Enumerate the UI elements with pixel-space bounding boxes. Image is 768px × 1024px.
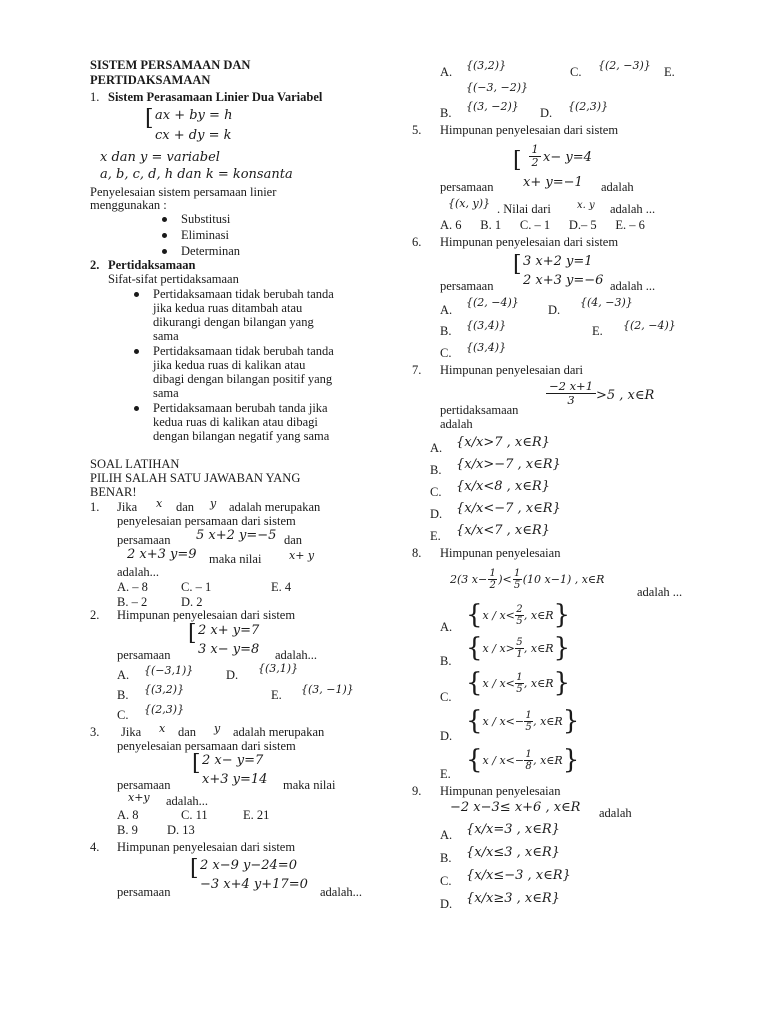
q4-option-d-value: {(2,3)} (568, 100, 609, 113)
q4-option-d-label: D. (540, 106, 553, 120)
q7-option-a-value: {x/x>7 , x∈R} (456, 435, 550, 450)
q7-adalah: adalah (440, 417, 473, 431)
q4-option-e-label: E. (664, 65, 675, 79)
property-3-line-3: dengan bilangan negatif yang sama (153, 429, 330, 443)
q5-adalah-2: adalah ... (610, 202, 656, 216)
property-1-line-4: sama (153, 329, 179, 343)
q1-option-e: E. 4 (271, 580, 292, 594)
solve-intro-1: Penyelesaian sistem persamaan linier (90, 185, 277, 199)
q6-option-a-label: A. (440, 303, 453, 317)
q8-adalah: adalah ... (637, 585, 683, 599)
q7-option-e-label: E. (430, 529, 441, 543)
q8-option-a-value: { x / x< 2 5 , x∈R } (466, 600, 571, 630)
exercise-heading: SOAL LATIHAN (90, 457, 180, 471)
q9-adalah: adalah (599, 806, 632, 820)
q8-option-e-value: { x / x<− 1 8 , x∈R } (466, 745, 580, 775)
q6-equation-1: 3 x+2 y=1 (523, 254, 593, 269)
q8-inequality (450, 565, 604, 593)
q2-equation-2: 3 x− y=8 (198, 642, 260, 657)
q8-option-d-value: { x / x<− 1 5 , x∈R } (466, 706, 580, 736)
q4-stem: Himpunan penyelesaian dari sistem (117, 840, 296, 854)
q8-half-denominator: 2 (489, 579, 496, 591)
q3-option-a: A. 8 (117, 808, 139, 822)
q1-y: y (210, 497, 217, 510)
constant-line: a, b, c, d, h dan k = konsanta (100, 167, 293, 182)
q5-persamaan: persamaan (440, 180, 494, 194)
q5-x-dot-y: x. y (577, 200, 595, 211)
q7-option-c-value: {x/x<8 , x∈R} (456, 479, 550, 494)
q1-text-1: adalah merupakan (229, 500, 321, 514)
q7-option-b-label: B. (430, 463, 442, 477)
q9-option-d-value: {x/x≥3 , x∈R} (466, 891, 560, 906)
q6-option-c-value: {(3,4)} (466, 341, 507, 354)
bullet-icon (134, 292, 139, 297)
q2-option-a-label: A. (117, 668, 130, 682)
method-item: Determinan (181, 244, 241, 258)
q3-expression: x+y (128, 791, 150, 804)
q3-adalah: adalah... (166, 794, 208, 808)
q3-maka: maka nilai (283, 778, 336, 792)
q7-number: 7. (412, 363, 422, 377)
q6-option-d-label: D. (548, 303, 561, 317)
q8-option-e-label: E. (440, 767, 451, 781)
q3-text-2: penyelesaian persamaan dari sistem (117, 739, 296, 753)
property-1-line-3: dikurangi dengan bilangan yang (153, 315, 314, 329)
q5-fraction-numerator: 1 (531, 143, 539, 156)
method-item: Substitusi (181, 212, 231, 226)
q8-option-e-text: x / x<− (482, 753, 525, 767)
q4-number: 4. (90, 840, 100, 854)
q6-persamaan: persamaan (440, 279, 494, 293)
q3-dan: dan (178, 725, 197, 739)
q8-option-e-fraction: 1 8 (525, 748, 532, 772)
q7-option-c-label: C. (430, 485, 442, 499)
q1-expression: x+ y (289, 549, 315, 562)
method-item: Eliminasi (181, 228, 229, 242)
q7-inequality-rest: >5 , x∈R (596, 388, 655, 403)
q6-option-d-value: {(4, −3)} (580, 296, 633, 309)
general-eq-2: cx + dy = k (155, 128, 232, 143)
q8-option-d-label: D. (440, 729, 453, 743)
q5-brace: [ (513, 148, 522, 173)
q8-number: 8. (412, 546, 422, 560)
q8-expression-c: (10 x−1) , x∈R (522, 572, 605, 586)
q3-option-b: B. 9 (117, 823, 138, 837)
q9-inequality: −2 x−3≤ x+6 , x∈R (450, 800, 581, 815)
property-1-line-1: Pertidaksamaan tidak berubah tanda (153, 287, 334, 301)
q5-fraction-denominator: 2 (531, 156, 539, 169)
q2-number: 2. (90, 608, 100, 622)
section-2-subtitle: Sifat-sifat pertidaksamaan (108, 272, 239, 286)
q5-xy-pair: {(x, y)} (448, 197, 490, 210)
q7-option-d-label: D. (430, 507, 443, 521)
q4-adalah: adalah... (320, 885, 362, 899)
property-1-line-2: jika kedua ruas ditambah atau (153, 301, 303, 315)
q2-option-c-label: C. (117, 708, 129, 722)
q6-option-a-value: {(2, −4)} (466, 296, 519, 309)
q2-option-b-value: {(3,2)} (144, 683, 185, 696)
property-2-line-2: jika kedua ruas di kalikan atau (153, 358, 306, 372)
q2-option-c-value: {(2,3)} (144, 703, 185, 716)
q4-option-a-label: A. (440, 65, 453, 79)
section-1-number: 1. (90, 90, 100, 104)
q1-text-2: penyelesaian persamaan dari sistem (117, 514, 296, 528)
q1-number: 1. (90, 500, 100, 514)
q4-option-c-label: C. (570, 65, 582, 79)
q6-option-e-value: {(2, −4)} (623, 319, 676, 332)
q6-adalah: adalah ... (610, 279, 656, 293)
property-2-line-3: dibagi dengan bilangan positif yang (153, 372, 333, 386)
section-1-title: Sistem Perasamaan Linier Dua Variabel (108, 90, 323, 104)
q7-option-e-value: {x/x<7 , x∈R} (456, 523, 550, 538)
q6-equation-2: 2 x+3 y=−6 (523, 273, 604, 288)
q8-fifth-denominator: 5 (514, 579, 521, 591)
q4-option-b-label: B. (440, 106, 452, 120)
exercise-instruction-end: BENAR! (90, 485, 137, 499)
q3-equation-2: x+3 y=14 (202, 772, 268, 787)
section-2-title: Pertidaksamaan (108, 258, 196, 272)
q3-x: x (159, 722, 166, 735)
q8-expression-b: )< (498, 572, 512, 586)
q9-option-c-value: {x/x≤−3 , x∈R} (466, 868, 571, 883)
q4-equation-2: −3 x+4 y+17=0 (200, 877, 308, 892)
q8-fifth-numerator: 1 (514, 567, 521, 579)
q1-maka: maka nilai (209, 552, 262, 566)
q8-half-fraction (488, 568, 497, 591)
q2-option-e-label: E. (271, 688, 282, 702)
q6-option-e-label: E. (592, 324, 603, 338)
q8-option-c-label: C. (440, 690, 452, 704)
q8-expression-a: 2(3 x− (450, 572, 488, 586)
q3-text-1: adalah merupakan (233, 725, 325, 739)
bullet-icon (162, 249, 167, 254)
q8-option-c-fraction: 1 5 (516, 671, 523, 695)
section-2-number: 2. (90, 258, 100, 272)
exercise-instruction: PILIH SALAH SATU JAWABAN YANG (90, 471, 301, 485)
q3-number: 3. (90, 725, 100, 739)
solve-intro-2: menggunakan : (90, 198, 167, 212)
bullet-icon (134, 406, 139, 411)
q2-option-b-label: B. (117, 688, 129, 702)
q8-option-a-text: x / x< (482, 608, 515, 622)
q6-option-b-value: {(3,4)} (466, 319, 507, 332)
q5-fraction (529, 144, 541, 169)
q8-option-a-label: A. (440, 620, 453, 634)
q7-fraction (546, 380, 596, 407)
bullet-icon (134, 349, 139, 354)
q9-option-b-label: B. (440, 851, 452, 865)
q4-persamaan: persamaan (117, 885, 171, 899)
q7-option-b-value: {x/x>−7 , x∈R} (456, 457, 561, 472)
q3-option-c: C. 11 (181, 808, 208, 822)
q8-stem: Himpunan penyelesaian (440, 546, 561, 560)
q5-equation-1: x− y=4 (543, 150, 592, 165)
q6-option-c-label: C. (440, 346, 452, 360)
q8-option-b-label: B. (440, 654, 452, 668)
q8-option-b-text: x / x> (482, 641, 515, 655)
general-eq-1: ax + by = h (155, 108, 233, 123)
title-line-2: PERTIDAKSAMAAN (90, 73, 211, 87)
q1-dan-2: dan (284, 533, 303, 547)
q6-stem: Himpunan penyelesaian dari sistem (440, 235, 619, 249)
q3-y: y (214, 722, 221, 735)
q1-persamaan: persamaan (117, 533, 171, 547)
q8-option-a-fraction: 2 5 (516, 603, 523, 627)
q3-option-e: E. 21 (243, 808, 270, 822)
q5-number: 5. (412, 123, 422, 137)
q8-fifth-fraction (513, 568, 522, 591)
q4-option-e-value: {(−3, −2)} (466, 81, 529, 94)
q8-option-b-fraction: 5 1 (516, 636, 523, 660)
q5-stem: Himpunan penyelesaian dari sistem (440, 123, 619, 137)
q4-option-a-value: {(3,2)} (466, 59, 507, 72)
q2-equation-1: 2 x+ y=7 (198, 623, 260, 638)
q7-option-a-label: A. (430, 441, 443, 455)
q5-adalah: adalah (601, 180, 634, 194)
q9-option-c-label: C. (440, 874, 452, 888)
q5-options: A. 6 B. 1 C. – 1 D.– 5 E. – 6 (440, 218, 645, 232)
q4-equation-1: 2 x−9 y−24=0 (200, 858, 297, 873)
q2-stem: Himpunan penyelesaian dari sistem (117, 608, 296, 622)
property-3-line-1: Pertidaksamaan berubah tanda jika (153, 401, 328, 415)
q4-option-c-value: {(2, −3)} (598, 59, 651, 72)
variable-line: x dan y = variabel (100, 150, 220, 165)
q1-x: x (156, 497, 163, 510)
q8-option-d-text: x / x<− (482, 714, 525, 728)
q7-option-d-value: {x/x<−7 , x∈R} (456, 501, 561, 516)
q1-option-b: B. – 2 (117, 595, 148, 609)
q9-number: 9. (412, 784, 422, 798)
q6-number: 6. (412, 235, 422, 249)
property-2-line-1: Pertidaksamaan tidak berubah tanda (153, 344, 334, 358)
q8-half-numerator: 1 (489, 567, 496, 579)
bullet-icon (162, 217, 167, 222)
q9-option-d-label: D. (440, 897, 453, 911)
q2-adalah: adalah... (275, 648, 317, 662)
bullet-icon (162, 233, 167, 238)
q4-option-b-value: {(3, −2)} (466, 100, 519, 113)
q1-option-c: C. – 1 (181, 580, 212, 594)
q8-option-d-fraction: 1 5 (525, 709, 532, 733)
q9-option-b-value: {x/x≤3 , x∈R} (466, 845, 560, 860)
q3-jika: Jika (121, 725, 142, 739)
q1-adalah: adalah... (117, 565, 159, 579)
q1-option-d: D. 2 (181, 595, 203, 609)
property-2-line-4: sama (153, 386, 179, 400)
title-line-1: SISTEM PERSAMAAN DAN (90, 58, 251, 72)
q6-option-b-label: B. (440, 324, 452, 338)
q9-stem: Himpunan penyelesaian (440, 784, 561, 798)
q7-pertidaksamaan: pertidaksamaan (440, 403, 519, 417)
property-3-line-2: kedua ruas di kalikan atau dibagi (153, 415, 318, 429)
q2-persamaan: persamaan (117, 648, 171, 662)
q9-option-a-value: {x/x=3 , x∈R} (466, 822, 560, 837)
q2-option-d-value: {(3,1)} (258, 662, 299, 675)
q1-equation-2: 2 x+3 y=9 (127, 547, 197, 562)
q3-persamaan: persamaan (117, 778, 171, 792)
q3-equation-1: 2 x− y=7 (202, 753, 264, 768)
q9-option-a-label: A. (440, 828, 453, 842)
q5-equation-2: x+ y=−1 (523, 175, 583, 190)
q7-stem: Himpunan penyelesaian dari (440, 363, 584, 377)
q3-option-d: D. 13 (167, 823, 195, 837)
q7-fraction-denominator: 3 (567, 393, 575, 407)
q1-option-a: A. – 8 (117, 580, 148, 594)
q8-option-c-value: { x / x< 1 5 , x∈R } (466, 668, 571, 698)
q2-option-e-value: {(3, −1)} (301, 683, 354, 696)
q2-option-d-label: D. (226, 668, 239, 682)
q8-option-b-value: { x / x> 5 1 , x∈R } (466, 633, 571, 663)
q8-option-c-text: x / x< (482, 676, 515, 690)
q1-equation-1: 5 x+2 y=−5 (196, 528, 277, 543)
q2-option-a-value: {(−3,1)} (144, 664, 194, 677)
q7-fraction-numerator: −2 x+1 (548, 379, 594, 393)
q1-dan: dan (176, 500, 195, 514)
q1-jika: Jika (117, 500, 138, 514)
q5-nilai: . Nilai dari (497, 202, 551, 216)
